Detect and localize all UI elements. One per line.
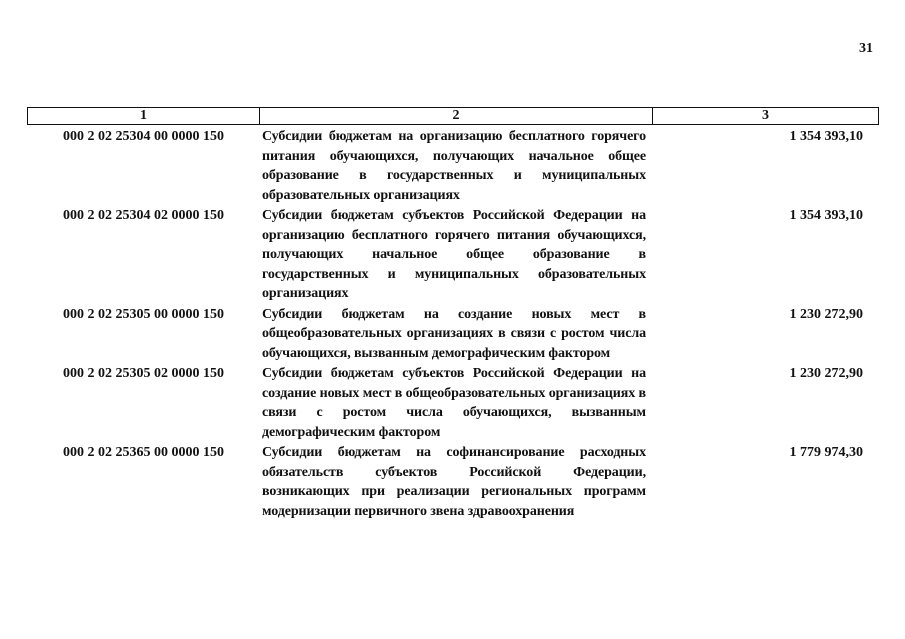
budget-description: Субсидии бюджетам на организацию бесплатного горячего питания обучающихся, получающих начальное общее образование в государственных и муниципальных образовательных организациях bbox=[262, 129, 646, 203]
header-col-2: 2 bbox=[260, 108, 653, 125]
header-col-1: 1 bbox=[28, 108, 260, 125]
budget-amount: 1 230 272,90 bbox=[789, 306, 863, 322]
table-row bbox=[27, 305, 875, 364]
table-row bbox=[27, 127, 875, 205]
table-body bbox=[27, 127, 875, 522]
page-number: 31 bbox=[859, 41, 873, 56]
budget-code: 000 2 02 25365 00 0000 150 bbox=[63, 445, 224, 460]
budget-amount: 1 354 393,10 bbox=[789, 208, 863, 223]
budget-code: 000 2 02 25305 02 0000 150 bbox=[63, 366, 224, 381]
budget-amount: 1 779 974,30 bbox=[789, 445, 863, 460]
budget-description: Субсидии бюджетам субъектов Российской Федерации на создание новых мест в общеобразовательных организациях в связи с ростом числа обучающихся, вызванным демографическим фактором bbox=[262, 366, 646, 440]
budget-description: Субсидии бюджетам на софинансирование расходных обязательств субъектов Российской Федерации, возникающих при реализации региональных программ модернизации первичного звена здравоохранения bbox=[262, 445, 646, 519]
table-row bbox=[27, 443, 875, 521]
budget-code: 000 2 02 25305 00 0000 150 bbox=[63, 306, 224, 322]
budget-amount: 1 230 272,90 bbox=[789, 366, 863, 381]
budget-description: Субсидии бюджетам на создание новых мест в общеобразовательных организациях в связи с ростом числа обучающихся, вызванным демографическим фактором bbox=[262, 306, 646, 361]
table-header bbox=[27, 107, 879, 125]
table-row bbox=[27, 206, 875, 304]
header-col-3: 3 bbox=[653, 108, 879, 125]
budget-amount: 1 354 393,10 bbox=[789, 129, 863, 144]
table-row bbox=[27, 364, 875, 442]
budget-code: 000 2 02 25304 00 0000 150 bbox=[63, 129, 224, 144]
budget-code: 000 2 02 25304 02 0000 150 bbox=[63, 208, 224, 223]
budget-description: Субсидии бюджетам субъектов Российской Федерации на организацию бесплатного горячего питания обучающихся, получающих начальное общее образование в государственных и муниципальных образовательных организациях bbox=[262, 208, 646, 301]
